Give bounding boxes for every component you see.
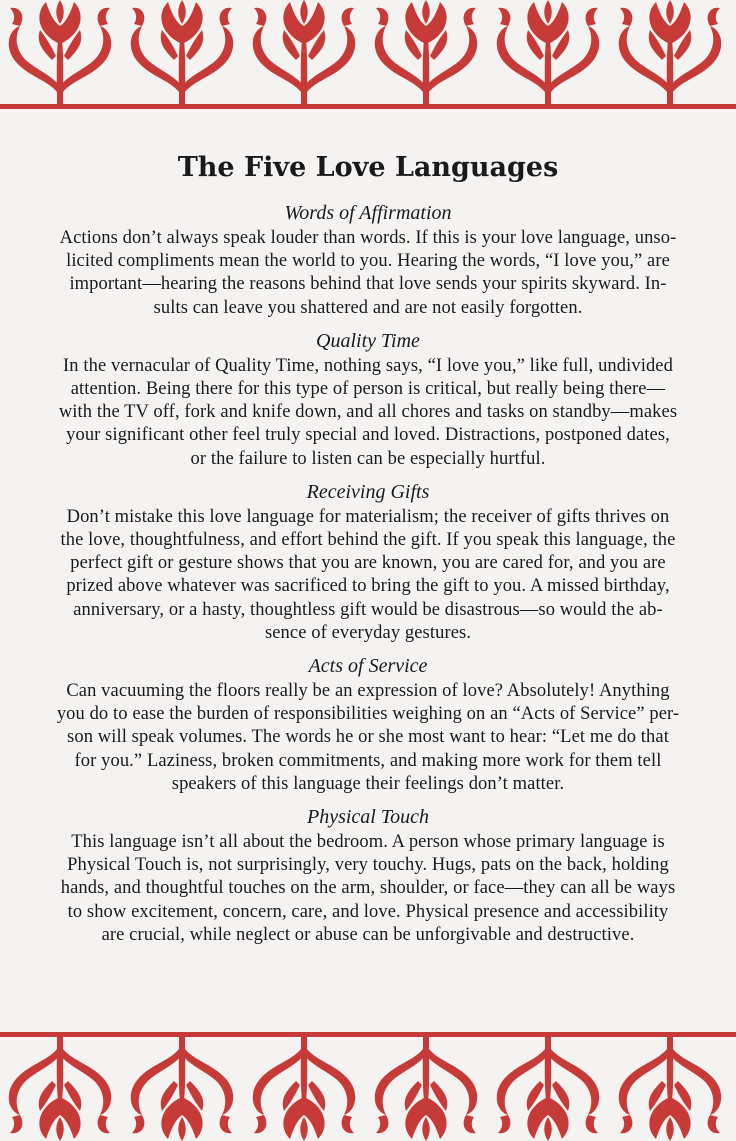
section-4 [0,653,736,796]
body-line: attention. Being there for this type of person is critical, but really being there— [70,379,666,400]
body-line: anniversary, or a hasty, thoughtless gift would be disastrous—so would the ab- [73,599,663,620]
section-2 [0,328,736,471]
body-line: Actions don’t always speak louder than words. If this is your love language, unso- [59,228,677,248]
section-1 [0,200,736,320]
document-body [0,130,736,947]
ornament-rule [0,1032,736,1037]
floral-motif [375,0,477,104]
body-line: with the TV off, fork and knife down, and all chores and tasks on standby—makes [58,402,678,423]
body-line: you do to ease the burden of responsibilities weighing on an “Acts of Service” per- [56,704,680,725]
body-line: sults can leave you shattered and are not easily forgotten. [153,297,583,318]
body-line: son will speak volumes. The words he or she most want to hear: “Let me do that [67,727,669,748]
body-line: Can vacuuming the floors really be an expression of love? Absolutely! Anything [66,681,670,702]
floral-motif [131,0,233,104]
bottom-floral-border [0,1029,736,1141]
section-3 [0,479,736,645]
body-line: speakers of this language their feelings don’t matter. [171,773,565,794]
floral-motif [497,1037,599,1141]
body-line: licited compliments mean the world to you. Hearing the words, “I love you,” are [66,251,670,272]
body-line: the love, thoughtfulness, and effort behind the gift. If you speak this language, the [60,530,676,551]
top-floral-border [0,0,736,112]
body-line: prized above whatever was sacrificed to bring the gift to you. A missed birthday, [66,576,670,597]
body-line: In the vernacular of Quality Time, nothing says, “I love you,” like full, undivided [63,355,673,376]
body-line: This language isn’t all about the bedroom. A person whose primary language is [71,832,665,853]
section-heading: Acts of Service [308,655,428,678]
body-line: sence of everyday gestures. [264,622,472,643]
floral-motif [619,0,721,104]
body-line: perfect gift or gesture shows that you are known, you are cared for, and you are [70,553,666,574]
body-line: or the failure to listen can be especially hurtful. [190,448,546,469]
section-heading: Physical Touch [306,806,430,829]
section-5 [0,804,736,947]
body-line: Don’t mistake this love language for materialism; the receiver of gifts thrives on [66,506,670,527]
section-heading: Words of Affirmation [284,202,452,224]
section-heading: Quality Time [316,329,420,352]
body-line: hands, and thoughtful touches on the arm, shoulder, or face—they can all be ways [60,878,676,899]
section-body [8,227,728,320]
body-line: to show excitement, concern, care, and love. Physical presence and accessibility [67,901,669,922]
body-line: your significant other feel truly special and loved. Distractions, postponed dates, [66,425,670,446]
sections-container [0,200,736,947]
body-line: are crucial, while neglect or abuse can be unforgivable and destructive. [101,924,635,945]
floral-motif [9,0,111,104]
floral-motif [253,1037,355,1141]
floral-motif [253,0,355,104]
floral-motif [9,1037,111,1141]
floral-motif [497,0,599,104]
section-body [8,506,728,645]
body-line: Physical Touch is, not surprisingly, very touchy. Hugs, pats on the back, holding [67,855,669,876]
floral-motif [375,1037,477,1141]
ornament-rule [0,104,736,109]
section-body [8,831,728,947]
section-heading: Receiving Gifts [306,480,430,503]
floral-motif [619,1037,721,1141]
floral-motif [131,1037,233,1141]
section-body [8,680,728,796]
section-body [8,355,728,471]
body-line: for you.” Laziness, broken commitments, and making more work for them tell [74,750,662,771]
page-title: The Five Love Languages [177,152,559,183]
body-line: important—hearing the reasons behind that love sends your spirits skyward. In- [69,274,667,295]
